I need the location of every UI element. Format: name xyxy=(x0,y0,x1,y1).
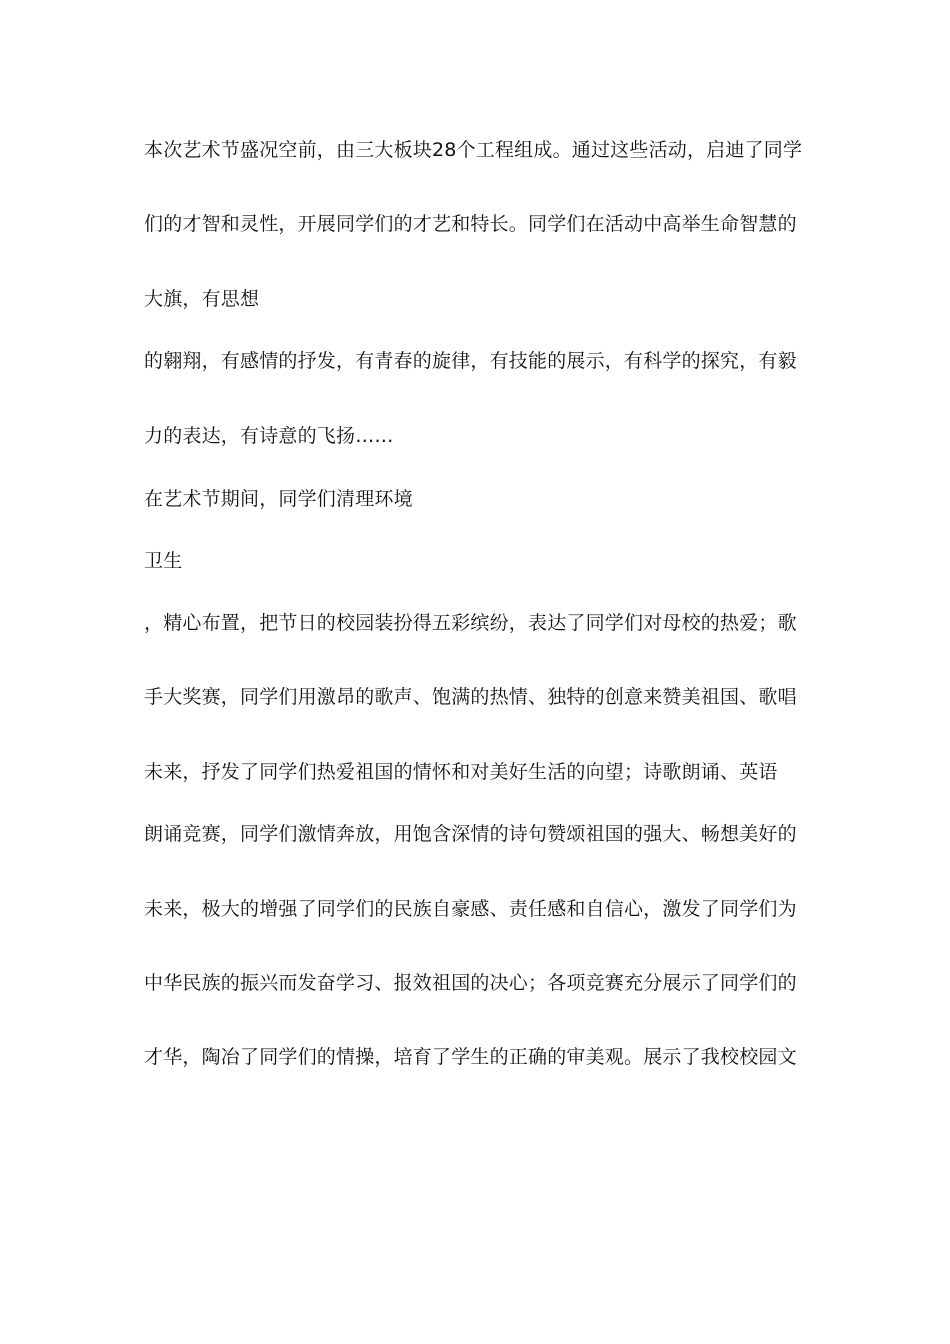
text-line-1: 本次艺术节盛况空前，由三大板块28个工程组成。通过这些活动，启迪了同学 xyxy=(144,139,803,161)
text-line-4: 的翱翔，有感情的抒发，有青春的旋律，有技能的展示，有科学的探究，有毅 xyxy=(144,350,797,372)
text-line-7: 卫生 xyxy=(144,550,183,572)
text-line-14: 才华，陶冶了同学们的情操，培育了学生的正确的审美观。展示了我校校园文 xyxy=(144,1046,797,1068)
text-line-6: 在艺术节期间，同学们清理环境 xyxy=(144,488,413,510)
text-line-13: 中华民族的振兴而发奋学习、报效祖国的决心；各项竞赛充分展示了同学们的 xyxy=(144,972,797,994)
text-line-9: 手大奖赛，同学们用激昂的歌声、饱满的热情、独特的创意来赞美祖国、歌唱 xyxy=(144,686,797,708)
text-line-11: 朗诵竞赛，同学们激情奔放，用饱含深情的诗句赞颂祖国的强大、畅想美好的 xyxy=(144,823,797,845)
text-line-3: 大旗，有思想 xyxy=(144,288,260,310)
text-line-2: 们的才智和灵性，开展同学们的才艺和特长。同学们在活动中高举生命智慧的 xyxy=(144,213,797,235)
text-line-8: ，精心布置，把节日的校园装扮得五彩缤纷，表达了同学们对母校的热爱；歌 xyxy=(144,612,797,634)
text-line-10: 未来，抒发了同学们热爱祖国的情怀和对美好生活的向望；诗歌朗诵、英语 xyxy=(144,761,778,783)
text-line-5: 力的表达，有诗意的飞扬…… xyxy=(144,425,394,447)
text-line-12: 未来，极大的增强了同学们的民族自豪感、责任感和自信心，激发了同学们为 xyxy=(144,898,797,920)
